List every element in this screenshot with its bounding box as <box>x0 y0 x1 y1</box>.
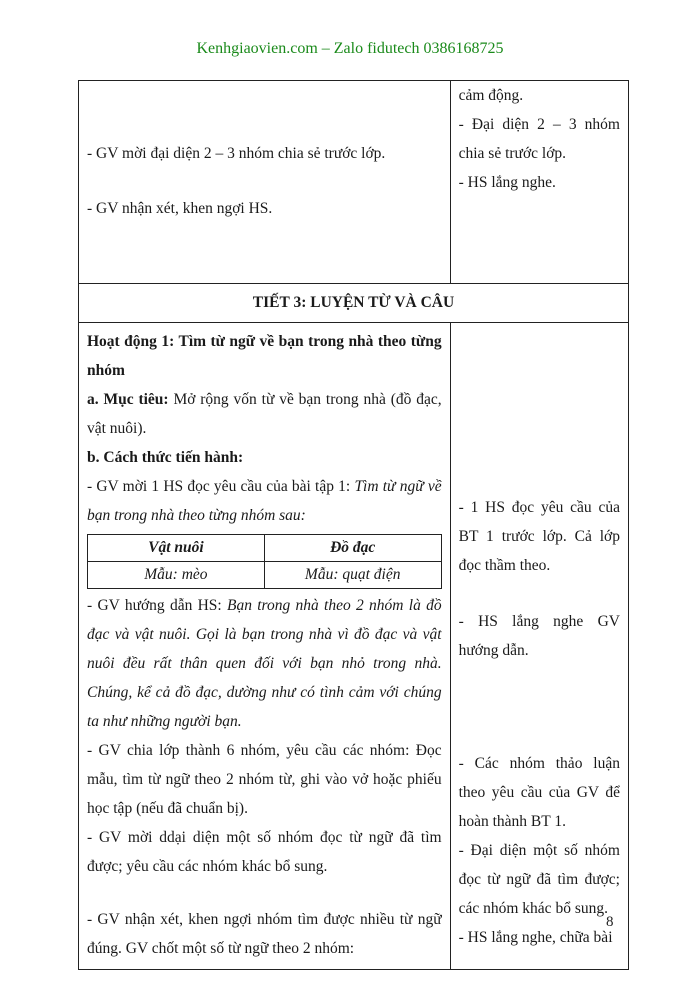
method-label: b. Cách thức tiến hành: <box>87 449 244 466</box>
teacher-step: - GV mời ddại diện một số nhóm đọc từ ngữ đã tìm được; yêu cầu các nhóm khác bổ sung. <box>87 829 442 875</box>
table-row <box>79 284 629 323</box>
teacher-step: - GV nhận xét, khen ngợi nhóm tìm được nhiều từ ngữ đúng. GV chốt một số từ ngữ theo 2 nhóm: <box>87 911 442 957</box>
student-step: - Đại diện một số nhóm đọc từ ngữ đã tìm được; các nhóm khác bổ sung. <box>458 842 620 917</box>
teacher-step: - GV chia lớp thành 6 nhóm, yêu cầu các nhóm: Đọc mẫu, tìm từ ngữ theo 2 nhóm từ, ghi vào vở hoặc phiếu học tập (nếu đã chuẩn bị). <box>87 742 442 817</box>
objective: a. Mục tiêu: Mở rộng vốn từ về bạn trong nhà (đồ đạc, vật nuôi). <box>87 391 442 437</box>
example-furniture: Mẫu: quạt điện <box>264 562 441 589</box>
student-step: - Các nhóm thảo luận theo yêu cầu của GV để hoàn thành BT 1. <box>458 755 620 830</box>
lesson-plan-table <box>78 80 629 970</box>
header-pets: Vật nuôi <box>88 535 265 562</box>
teacher-step: - GV mời đại diện 2 – 3 nhóm chia sẻ trước lớp. <box>87 145 386 162</box>
student-step: cảm động. <box>458 87 524 104</box>
header-furniture: Đồ đạc <box>264 535 441 562</box>
section-title: TIẾT 3: LUYỆN TỪ VÀ CÂU <box>79 284 629 323</box>
student-cell-main <box>450 323 628 970</box>
teacher-cell-main <box>79 323 451 970</box>
teacher-step: - GV nhận xét, khen ngợi HS. <box>87 200 273 217</box>
example-table <box>87 534 442 589</box>
example-pets: Mẫu: mèo <box>88 562 265 589</box>
student-cell-top <box>450 81 628 284</box>
table-row <box>79 323 629 970</box>
student-step: - 1 HS đọc yêu cầu của BT 1 trước lớp. Cả lớp đọc thầm theo. <box>458 499 620 574</box>
student-step: - Đại diện 2 – 3 nhóm chia sẻ trước lớp. <box>458 116 620 162</box>
page-number: 8 <box>606 914 614 930</box>
teacher-cell-top <box>79 81 451 284</box>
page-header: Kenhgiaovien.com – Zalo fidutech 0386168725 <box>196 40 504 57</box>
teacher-step: - GV hướng dẫn HS: Bạn trong nhà theo 2 nhóm là đồ đạc và vật nuôi. Gọi là bạn trong nhà vì đồ đạc và vật nuôi đều rất thân quen đối với bạn nhỏ trong nhà. Chúng, kể cả đồ đạc, dường như có tình cảm với chúng ta như những người bạn. <box>87 597 442 730</box>
student-step: - HS lắng nghe. <box>458 174 556 191</box>
teacher-step: - GV mời 1 HS đọc yêu cầu của bài tập 1: Tìm từ ngữ về bạn trong nhà theo từng nhóm sau: <box>87 478 442 524</box>
table-row <box>79 81 629 284</box>
activity-title: Hoạt động 1: Tìm từ ngữ về bạn trong nhà theo từng nhóm <box>87 333 442 379</box>
student-step: - HS lắng nghe GV hướng dẫn. <box>458 613 620 659</box>
student-step: - HS lắng nghe, chữa bài <box>458 929 613 946</box>
